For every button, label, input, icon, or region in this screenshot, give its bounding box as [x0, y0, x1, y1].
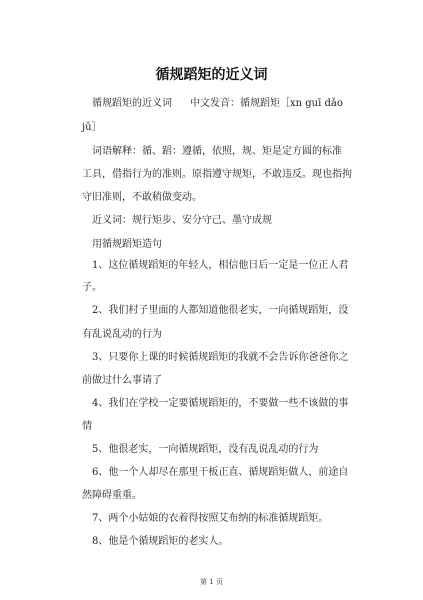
definition-line-2: 工具，借指行为的准则。原指遵守规矩，不敢违反。现也指拘: [82, 169, 352, 180]
example-3-line1: 3、只要你上课的时候循规蹈矩的我就不会告诉你爸爸你之: [92, 352, 349, 363]
example-7-line1: 7、两个小姑娘的衣着得按照艾布纳的标准循规蹈矩。: [92, 513, 329, 524]
example-4-line2: 情: [82, 421, 92, 432]
example-6-line2: 然障碍重重。: [82, 490, 142, 501]
example-3-line2: 前做过什么事请了: [82, 375, 162, 386]
example-5-line1: 5、他很老实，一向循规蹈矩，没有乱说乱动的行为: [92, 444, 319, 455]
definition-line-3: 守旧准则，不敢稍做变动。: [82, 192, 202, 203]
header-left: 循规蹈矩的近义词: [92, 98, 172, 109]
synonyms-line: 近义词：规行矩步、安分守己、墨守成规: [92, 215, 272, 226]
example-1-line2: 子。: [82, 282, 102, 293]
definition-line-1: 词语解释：循、蹈：遵循，依照，规、矩是定方圆的标准: [92, 146, 342, 157]
header-pronunciation: 中文发音：循规蹈矩［xn guī dǎo: [190, 98, 343, 109]
example-6-line1: 6、他一个人却尽在那里干板正直、循规蹈矩做人，前途自: [92, 467, 349, 478]
page-title: 循规蹈矩的近义词: [155, 67, 268, 83]
header-line: [92, 97, 343, 111]
example-1-line1: 1、这位循规蹈矩的年轻人，相信他日后一定是一位正人君: [92, 260, 349, 271]
example-2-line1: 2、我们村子里面的人都知道他很老实，一向循规蹈矩，没: [92, 305, 349, 316]
example-2-line2: 有乱说乱动的行为: [82, 329, 162, 340]
example-8-line1: 8、他是个循规蹈矩的老实人。: [92, 536, 229, 547]
header-line-cont: jǔ］: [82, 122, 102, 133]
page-footer: 第 1 页: [200, 578, 223, 586]
examples-heading: 用循规蹈矩造句: [92, 239, 162, 250]
example-4-line1: 4、我们在学校一定要循规蹈矩的，不要做一些不该做的事: [92, 398, 349, 409]
